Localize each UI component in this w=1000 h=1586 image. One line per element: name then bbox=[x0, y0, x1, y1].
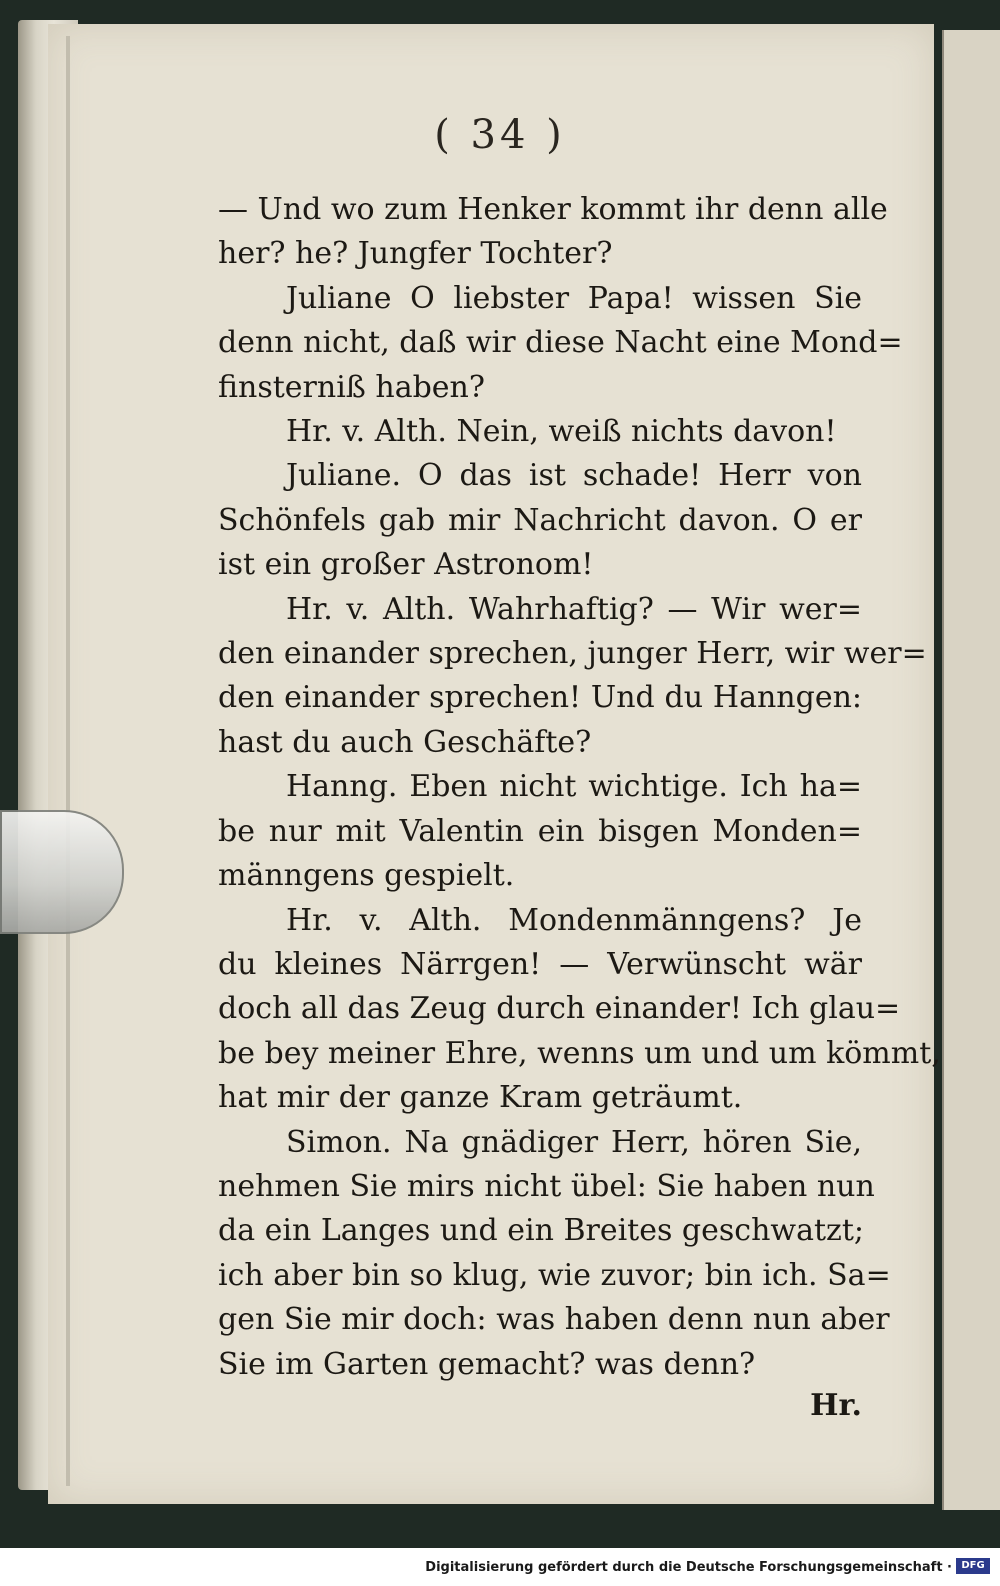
text-line: da ein Langes und ein Breites geschwatzt; bbox=[218, 1213, 864, 1249]
text-line: — Und wo zum Henker kommt ihr denn alle bbox=[218, 192, 888, 227]
text-line: be nur mit Valentin ein bisgen Monden= bbox=[218, 813, 862, 849]
text-line: nehmen Sie mirs nicht übel: Sie haben nun bbox=[218, 1168, 875, 1204]
text-line: Sie im Garten gemacht? was denn? bbox=[218, 1346, 756, 1382]
text-line: Schönfels gab mir Nachricht davon. O er bbox=[218, 502, 862, 538]
page-number: ( 34 ) bbox=[434, 112, 566, 158]
text-line: Hr. v. Alth. Wahrhaftig? — Wir wer= bbox=[286, 591, 862, 627]
text-line: her? he? Jungfer Tochter? bbox=[218, 236, 613, 272]
dfg-logo: DFG bbox=[956, 1558, 990, 1574]
text-line: Simon. Na gnädiger Herr, hören Sie, bbox=[286, 1124, 862, 1160]
page-text bbox=[218, 188, 941, 1387]
text-line: Hanng. Eben nicht wichtige. Ich ha= bbox=[286, 769, 862, 805]
text-line: denn nicht, daß wir diese Nacht eine Mond= bbox=[218, 325, 903, 361]
catchword: Hr. bbox=[810, 1388, 862, 1423]
text-line: hat mir der ganze Kram geträumt. bbox=[218, 1080, 743, 1116]
text-line: finsterniß haben? bbox=[218, 369, 485, 405]
text-line: doch all das Zeug durch einander! Ich glau= bbox=[218, 991, 901, 1027]
text-line: männgens gespielt. bbox=[218, 858, 515, 894]
text-line: den einander sprechen, junger Herr, wir wer= bbox=[218, 636, 927, 672]
page-clip bbox=[0, 810, 124, 934]
text-line: Juliane. O das ist schade! Herr von bbox=[286, 458, 862, 494]
text-line: ich aber bin so klug, wie zuvor; bin ich. Sa= bbox=[218, 1257, 891, 1293]
text-line: hast du auch Geschäfte? bbox=[218, 724, 592, 760]
digitization-credit: Digitalisierung gefördert durch die Deutsche Forschungsgemeinschaft · bbox=[425, 1560, 952, 1575]
page-gutter bbox=[66, 36, 70, 1486]
text-line: ist ein großer Astronom! bbox=[218, 547, 594, 583]
text-line: be bey meiner Ehre, wenns um und um kömmt, bbox=[218, 1035, 941, 1071]
text-line: Hr. v. Alth. Nein, weiß nichts davon! bbox=[286, 414, 837, 450]
footer-bar bbox=[0, 1548, 1000, 1586]
text-line: Juliane O liebster Papa! wissen Sie bbox=[286, 280, 862, 316]
text-line: du kleines Närrgen! — Verwünscht wär bbox=[218, 946, 862, 982]
text-line: gen Sie mir doch: was haben denn nun aber bbox=[218, 1302, 890, 1338]
text-line: den einander sprechen! Und du Hanngen: bbox=[218, 680, 862, 716]
adjacent-page-edge bbox=[942, 30, 1000, 1510]
text-line: Hr. v. Alth. Mondenmänngens? Je bbox=[286, 902, 862, 938]
